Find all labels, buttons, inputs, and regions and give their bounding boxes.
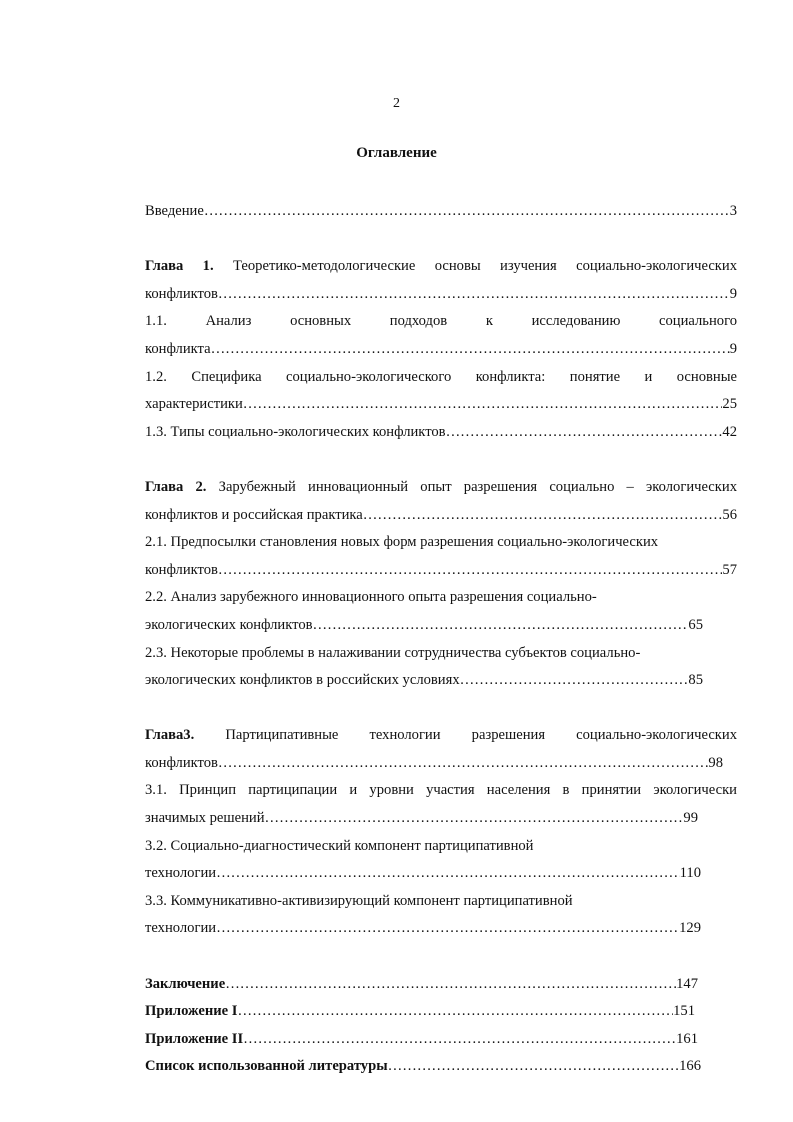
toc-entry-2-2[interactable]: 2.2. Анализ зарубежного инновационного опыта разрешения социально- <box>145 589 597 606</box>
chapter-title: Зарубежный инновационный опыт разрешения социально – экологических <box>218 478 737 495</box>
toc-entry-page: 65 <box>688 616 703 633</box>
chapter-lead: Глава 1. <box>145 258 214 275</box>
toc-entry-1-2-cont[interactable] <box>145 391 737 419</box>
toc-chapter-2-cont[interactable] <box>145 502 737 530</box>
toc-entry-page: 98 <box>708 754 723 771</box>
toc-entry-3-3-cont[interactable] <box>145 915 701 943</box>
toc-entry-2-1-cont[interactable] <box>145 557 737 585</box>
toc-entry-label: Приложение II <box>145 1030 244 1047</box>
toc-entry-page: 3 <box>729 203 737 219</box>
toc-entry-appendix-2[interactable] <box>145 1026 698 1054</box>
toc-entry-label: конфликтов <box>145 285 218 302</box>
toc-entry-1-1[interactable]: 1.1. Анализ основных подходов к исследованию социального <box>145 313 737 330</box>
toc-entry-1-3[interactable] <box>145 419 737 447</box>
chapter-title: Партиципативные технологии разрешения социально-экологических <box>225 727 737 744</box>
toc-entry-3-1[interactable]: 3.1. Принцип партиципации и уровни участия населения в принятии экологически <box>145 782 737 799</box>
toc-entry-label: технологии <box>145 865 217 882</box>
toc-entry-label: экологических конфликтов <box>145 616 313 633</box>
toc-entry-label: экологических конфликтов в российских условиях <box>145 672 460 689</box>
toc-entry-label: конфликтов и российская практика <box>145 506 363 523</box>
toc-entry-2-2-cont[interactable] <box>145 612 703 640</box>
toc-entry-page: 9 <box>729 340 737 357</box>
toc-entry-label: конфликта <box>145 340 211 357</box>
chapter-lead: Глава 2. <box>145 478 207 495</box>
toc-entry-label: конфликтов <box>145 754 218 771</box>
toc-entry-3-3[interactable]: 3.3. Коммуникативно-активизирующий компонент партиципативной <box>145 892 573 909</box>
toc-entry-page: 42 <box>722 423 737 440</box>
toc-entry-2-3-cont[interactable] <box>145 667 703 695</box>
toc-entry-3-1-cont[interactable] <box>145 805 698 833</box>
toc-entry-page: 151 <box>673 1003 695 1020</box>
table-of-contents <box>145 198 737 1081</box>
toc-chapter-1-heading[interactable] <box>145 253 737 281</box>
toc-entry-page: 99 <box>683 810 698 827</box>
toc-entry-label: Заключение <box>145 975 226 992</box>
toc-entry-page: 166 <box>679 1058 701 1075</box>
toc-entry-label: конфликтов <box>145 561 218 578</box>
toc-entry-page: 9 <box>729 285 737 302</box>
chapter-lead: Глава3. <box>145 727 195 744</box>
toc-entry-intro[interactable] <box>145 198 737 226</box>
toc-entry-page: 110 <box>679 865 701 882</box>
toc-entry-references[interactable] <box>145 1053 701 1081</box>
toc-chapter-3-heading[interactable] <box>145 722 737 750</box>
toc-chapter-3-cont[interactable] <box>145 750 723 778</box>
toc-entry-label: технологии <box>145 920 217 937</box>
toc-entry-label: значимых решений <box>145 810 265 827</box>
toc-title: Оглавление <box>356 145 437 161</box>
toc-chapter-2-heading[interactable] <box>145 474 737 502</box>
toc-entry-2-3[interactable]: 2.3. Некоторые проблемы в налаживании сотрудничества субъектов социально- <box>145 644 641 661</box>
toc-entry-page: 147 <box>676 975 698 992</box>
toc-entry-label: Приложение I <box>145 1003 238 1020</box>
chapter-title: Теоретико-методологические основы изучения социально-экологических <box>233 258 737 275</box>
toc-entry-label: 1.3. Типы социально-экологических конфликтов <box>145 423 446 440</box>
toc-entry-page: 161 <box>676 1030 698 1047</box>
toc-entry-label: Введение <box>145 203 204 219</box>
toc-entry-page: 56 <box>722 506 737 523</box>
toc-entry-page: 25 <box>722 396 737 413</box>
toc-entry-1-2[interactable]: 1.2. Специфика социально-экологического конфликта: понятие и основные <box>145 368 737 385</box>
toc-entry-label: Список использованной литературы <box>145 1058 388 1075</box>
toc-entry-appendix-1[interactable] <box>145 998 695 1026</box>
toc-entry-3-2-cont[interactable] <box>145 860 701 888</box>
toc-entry-2-1[interactable]: 2.1. Предпосылки становления новых форм разрешения социально-экологических <box>145 534 659 551</box>
page-number: 2 <box>393 96 400 111</box>
toc-entry-1-1-cont[interactable] <box>145 336 737 364</box>
toc-entry-page: 129 <box>679 920 701 937</box>
toc-entry-label: характеристики <box>145 396 243 413</box>
toc-entry-page: 57 <box>722 561 737 578</box>
toc-chapter-1-cont[interactable] <box>145 281 737 309</box>
toc-entry-page: 85 <box>688 672 703 689</box>
toc-entry-3-2[interactable]: 3.2. Социально-диагностический компонент партиципативной <box>145 837 534 854</box>
toc-entry-conclusion[interactable] <box>145 971 698 999</box>
